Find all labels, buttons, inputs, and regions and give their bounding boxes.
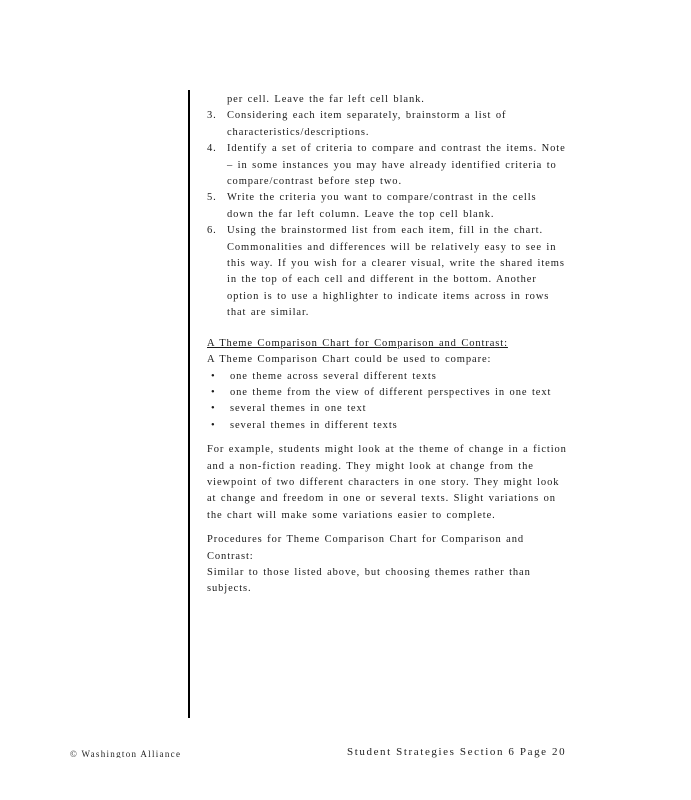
bullet-text: several themes in one text [230, 403, 367, 415]
footer-copyright: © Washington Alliance [70, 749, 182, 758]
list-item [207, 385, 567, 401]
list-item [207, 190, 567, 223]
bullet-text: one theme across several different texts [230, 370, 437, 382]
footer-page-info: Student Strategies Section 6 Page 20 [347, 746, 567, 758]
bullet-text: several themes in different texts [230, 419, 398, 431]
list-item [207, 141, 567, 190]
section-heading: A Theme Comparison Chart for Comparison and Contrast: [207, 337, 508, 349]
procedures-text: Similar to those listed above, but choosing themes rather than subjects. [207, 566, 531, 595]
list-item [207, 369, 567, 385]
step-number: 6. [207, 225, 217, 237]
step-number: 3. [207, 110, 217, 122]
step-text: Using the brainstormed list from each item, fill in the chart. Commonalities and differences will be relatively easy to see in this way. If you wish for a clearer visual, write the shared items in the top of each cell and different in the bottom. Another option is to use a highlighter to indicate items across in rows that are similar. [227, 225, 565, 319]
list-item [207, 223, 567, 321]
continuation-line: per cell. Leave the far left cell blank. [227, 94, 425, 105]
intro-line: A Theme Comparison Chart could be used to compare: [207, 354, 492, 366]
list-item [207, 418, 567, 434]
step-text: Considering each item separately, brainstorm a list of characteristics/descriptions. [227, 110, 507, 138]
procedures-heading: Procedures for Theme Comparison Chart for Comparison and Contrast: [207, 534, 525, 562]
bullet-icon: • [211, 403, 216, 415]
bullet-text: one theme from the view of different perspectives in one text [230, 386, 552, 398]
page-content [207, 92, 567, 598]
step-text: Write the criteria you want to compare/contrast in the cells down the far left column. Leave the top cell blank. [227, 192, 537, 220]
bullet-icon: • [211, 370, 216, 382]
bullet-list [207, 369, 567, 435]
list-item [207, 108, 567, 141]
bullet-icon: • [211, 419, 216, 431]
procedure-steps [207, 108, 567, 321]
bullet-icon: • [211, 386, 216, 398]
step-text: Identify a set of criteria to compare and contrast the items. Note – in some instances you may have already identified criteria to compare/contrast before step two. [227, 143, 566, 188]
step-number: 4. [207, 143, 217, 155]
step-number: 5. [207, 192, 217, 204]
list-item [207, 401, 567, 417]
left-margin-rule [188, 90, 190, 718]
example-paragraph: For example, students might look at the theme of change in a fiction and a non-fiction reading. They might look at change from the viewpoint of two different characters in one story. They might look at change and freedom in one or several texts. Slight variations on the chart will make some variations easier to complete. [207, 444, 567, 521]
